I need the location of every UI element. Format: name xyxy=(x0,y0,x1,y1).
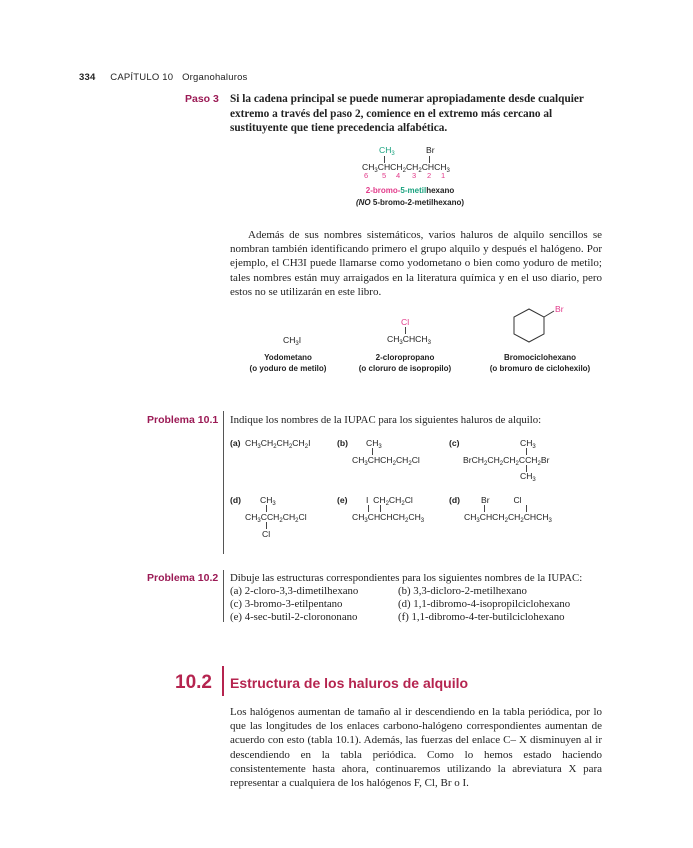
bond-line xyxy=(405,327,406,334)
list-item xyxy=(398,585,527,598)
item-text: 3,3-dicloro-2-metilhexano xyxy=(413,585,527,597)
example-name: 2-cloropropano xyxy=(375,353,435,362)
page-number: 334 xyxy=(79,72,96,83)
example-alt-name: (o bromuro de ciclohexilo) xyxy=(489,364,591,373)
item-letter: (b) xyxy=(337,438,348,448)
bond-line xyxy=(526,505,527,512)
chain-number: 2 xyxy=(427,171,432,180)
problem-10-2-label: Problema 10.2 xyxy=(147,572,219,584)
item-text: 4-sec-butil-2-clorononano xyxy=(244,611,358,623)
section-rule xyxy=(222,666,224,696)
item-formula: $CH_3CHCH_2CH_2Cl$ xyxy=(352,455,420,467)
item-top-substituent: I $CH_2CH_2Cl$ xyxy=(366,495,413,507)
item-top-substituent: $CH_3$ xyxy=(366,438,382,450)
paso3-label: Paso 3 xyxy=(185,93,219,105)
chain-number: 3 xyxy=(412,171,417,180)
list-item xyxy=(230,585,358,598)
item-letter: (c) xyxy=(230,598,242,610)
problem-10-1-label: Problema 10.1 xyxy=(147,414,219,426)
bond-line xyxy=(380,505,381,512)
example-name: Yodometano xyxy=(264,353,312,362)
example-caption xyxy=(345,352,465,374)
example-caption xyxy=(228,352,348,374)
example-formula-2-cloropropano: $CH_3CHCH_3$ xyxy=(387,334,431,346)
item-top-substituent: $CH_3$ xyxy=(260,495,276,507)
bond-line xyxy=(372,448,373,455)
list-item xyxy=(398,598,570,611)
section-number: 10.2 xyxy=(175,672,212,693)
example-name: Bromociclohexano xyxy=(503,353,576,362)
problem-10-2-prompt: Dibuje las estructuras correspondientes para los siguientes nombres de la IUPAC: xyxy=(230,572,583,584)
item-formula: $CH_3CHCH_2CH_2CHCH_3$ xyxy=(464,512,552,524)
list-item xyxy=(398,611,565,624)
item-letter: (b) xyxy=(398,585,411,597)
item-bottom-substituent: Cl xyxy=(262,529,271,539)
bond-line xyxy=(266,522,267,529)
item-letter: (c) xyxy=(449,438,460,448)
chain-number: 1 xyxy=(441,171,446,180)
item-letter: (d) xyxy=(230,495,241,505)
item-bottom-substituent: $CH_3$ xyxy=(520,471,536,483)
bond-line xyxy=(484,505,485,512)
item-top-substituent: Br Cl xyxy=(481,495,522,505)
chain-number: 5 xyxy=(382,171,387,180)
chapter-label: CAPÍTULO 10 xyxy=(110,72,174,83)
item-formula: $BrCH_2CH_2CH_2CCH_2Br$ xyxy=(463,455,550,467)
chain-number: 6 xyxy=(364,171,369,180)
margin-rule xyxy=(223,570,224,622)
example-alt-name: (o yoduro de metilo) xyxy=(249,364,327,373)
problem-10-1-prompt: Indique los nombres de la IUPAC para los siguientes haluros de alquilo: xyxy=(230,414,542,426)
example-formula-yodometano: $CH_3I$ xyxy=(283,335,302,347)
item-top-substituent: $CH_3$ xyxy=(520,438,536,450)
methyl-substituent: $CH_3$ xyxy=(379,145,395,157)
struct1-name xyxy=(300,186,520,195)
bromo-substituent: Br xyxy=(555,304,564,314)
bromo-substituent: Br xyxy=(426,145,435,155)
chloro-substituent: Cl xyxy=(401,317,410,327)
paragraph-common-names: Además de sus nombres sistemáticos, varios haluros de alquilo sencillos se nombran también identificando primero el grupo alquilo y después el halógeno. Por ejemplo, el CH3I puede llamarse como yodometano o bien como yoduro de metilo; tales nombres están muy arraigados en la literatura química y en el uso diario, pero estos no se utilizarán en este libro. xyxy=(230,229,602,298)
bond-line xyxy=(266,505,267,512)
list-item xyxy=(230,598,342,611)
cyclohexane-ring xyxy=(505,298,575,348)
chain-number: 4 xyxy=(396,171,401,180)
item-formula: $CH_3CH_2CH_2CH_2I$ xyxy=(245,438,311,450)
item-letter: (a) xyxy=(230,438,241,448)
item-text: 2-cloro-3,3-dimetilhexano xyxy=(244,585,359,597)
item-formula: $CH_3CCH_2CH_2Cl$ xyxy=(245,512,307,524)
item-formula: $CH_3CHCHCH_2CH_3$ xyxy=(352,512,425,524)
item-letter: (e) xyxy=(230,611,242,623)
section-paragraph: Los halógenos aumentan de tamaño al ir descendiendo en la tabla periódica, por lo que las longitudes de los enlaces carbono-halógeno correspondientes aumentan de acuerdo con esto (tabla 10.1). Además, las fuerzas del enlace C– X disminuyen al ir descendiendo en la tabla periódica. Como lo hemos estado haciendo consistentemente hasta ahora, continuaremos utilizando la abreviatura X para representar a cualquiera de los halógenos F, Cl, Br o I. xyxy=(230,706,602,790)
example-alt-name: (o cloruro de isopropilo) xyxy=(358,364,452,373)
chapter-title: Organohaluros xyxy=(182,72,248,83)
name-part-methyl: 5-metil xyxy=(400,186,427,195)
main-chain: $CH_3CHCH_2CH_2CHCH_3$ xyxy=(362,162,450,174)
example-caption xyxy=(475,352,605,374)
bond-line xyxy=(526,448,527,455)
running-header xyxy=(79,72,248,83)
hexagon-ring xyxy=(514,309,544,342)
list-item xyxy=(230,611,357,624)
not-rest: 5-bromo-2-metilhexano) xyxy=(370,198,464,207)
item-letter: (a) xyxy=(230,585,242,597)
not-prefix: (NO xyxy=(355,198,371,207)
bond-line xyxy=(544,311,554,317)
struct1-not-name xyxy=(300,198,520,207)
item-text: 1,1-dibromo-4-ter-butilciclohexano xyxy=(411,611,565,623)
item-text: 1,1-dibromo-4-isopropilciclohexano xyxy=(413,598,571,610)
paso3-text: Si la cadena principal se puede numerar apropiadamente desde cualquier extremo a través del paso 2, comience en el extremo más cercano al sustituyente que tiene precedencia alfabética. xyxy=(230,93,584,134)
section-title: Estructura de los haluros de alquilo xyxy=(230,675,469,691)
item-text: 3-bromo-3-etilpentano xyxy=(244,598,343,610)
item-letter: (f) xyxy=(398,611,409,623)
margin-rule xyxy=(223,411,224,554)
name-part-hexane: hexano xyxy=(426,186,455,195)
item-letter: (d) xyxy=(398,598,411,610)
item-letter: (d) xyxy=(449,495,460,505)
bond-line xyxy=(368,505,369,512)
item-letter: (e) xyxy=(337,495,348,505)
name-part-bromo: 2-bromo- xyxy=(365,186,401,195)
